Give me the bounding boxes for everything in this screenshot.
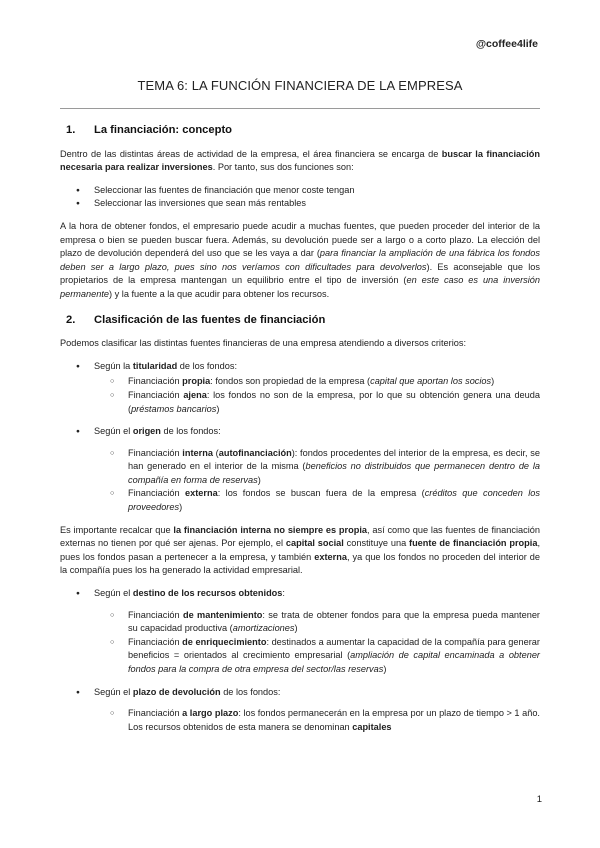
text-run: Es importante recalcar que — [60, 524, 174, 535]
bullet-list — [60, 425, 540, 515]
bold-text: plazo de devolución — [132, 686, 221, 697]
sub-list — [94, 609, 540, 677]
bold-text: de enriquecimiento — [182, 636, 267, 647]
bold-text: fuente de financiación propia — [409, 538, 538, 549]
text-run: Financiación — [128, 376, 183, 387]
italic-text: beneficios no distribuidos que permanecen dentro de la compañía en forma de reservas — [128, 461, 540, 485]
bold-text: externa — [314, 551, 347, 562]
text-run: Según el — [94, 686, 133, 697]
bold-text: interna — [182, 447, 213, 458]
text-run: ): fondos procedentes del interior de la empresa, es decir, se han generado en el interior de la misma ( — [128, 447, 540, 472]
list-item — [60, 686, 540, 735]
text-run: , ya que los fondos no proceden del interior de la compañía pues los ha generado la actividad empresarial. — [60, 551, 541, 576]
sub-list-item — [94, 375, 540, 389]
section-number: 1. — [66, 124, 76, 136]
bold-text: capital social — [285, 538, 344, 549]
text-run: Dentro de las distintas áreas de actividad de la empresa, el área financiera se encarga de — [60, 148, 442, 159]
sub-list-item — [94, 447, 540, 488]
text-run: Financiación — [128, 636, 183, 647]
sub-list — [94, 375, 540, 416]
author-handle: @coffee4life — [475, 38, 538, 50]
sub-list-item — [94, 389, 540, 416]
bullet-list — [60, 587, 540, 677]
spacer — [94, 439, 540, 445]
bold-text: destino de los recursos obtenidos — [132, 588, 283, 599]
paragraph — [60, 148, 540, 175]
bold-text: autofinanciación — [218, 447, 292, 458]
text-run: , pues los fondos pasan a pertenecer a la empresa, y también — [60, 538, 541, 562]
list-item: ● Seleccionar las inversiones que sean más rentables — [60, 197, 540, 211]
italic-text: ampliación de capital encaminada a obtener fondos para la compra de otra empresa del sector/las reservas — [128, 650, 540, 674]
text-run: ) — [216, 403, 220, 414]
bold-text: la financiación interna no siempre es propia — [173, 524, 368, 535]
text-run: Según la — [94, 360, 133, 371]
text-run: Financiación — [128, 609, 183, 620]
bold-text: titularidad — [132, 360, 178, 371]
text-run: de los fondos: — [220, 686, 281, 697]
list-item — [60, 587, 540, 677]
sub-list-item — [94, 707, 540, 734]
text-run: , así como que las fuentes de financiación externas no tienen por qué ser ajenas. Por ejemplo, el — [60, 524, 540, 549]
text-run: : se trata de obtener fondos para que la empresa pueda mantener su capacidad productiva ( — [128, 609, 540, 634]
text-run: ) y la fuente a la que acudir para obtener los recursos. — [109, 288, 330, 299]
text-run: ). Es aconsejable que los propietarios de la empresa mantengan un equilibrio entre el tipo de inversión ( — [60, 261, 541, 286]
text-run: ) — [179, 502, 183, 513]
bold-text: de mantenimiento — [182, 609, 263, 620]
bold-text: a largo plazo — [182, 708, 239, 719]
section-heading-1 — [60, 124, 540, 138]
sub-list-item — [94, 609, 540, 636]
text-run: A la hora de obtener fondos, el empresario puede acudir a muchas fuentes, que pueden proceder del interior de la empresa o bien se pueden buscar fuera. Además, su devolución puede ser a largo o a corto plazo. La elección del plazo de devolución dependerá del uso que se les vaya a dar ( — [60, 220, 540, 259]
text-run: ) — [491, 376, 495, 387]
text-run: Financiación — [128, 447, 183, 458]
list-item — [60, 360, 540, 416]
section-heading-2 — [60, 314, 540, 328]
paragraph — [60, 220, 540, 302]
bullet-list — [60, 360, 540, 416]
text-run: ) — [257, 474, 261, 485]
title-divider — [60, 108, 540, 109]
text-run: ( — [212, 447, 219, 458]
text-run: Financiación — [128, 708, 183, 719]
italic-text: créditos que conceden los proveedores — [128, 488, 540, 513]
document-body — [60, 124, 540, 743]
text-run: ) — [294, 623, 298, 634]
text-run: constituye una — [343, 538, 410, 549]
text-run: . Por tanto, sus dos funciones son: — [212, 162, 354, 173]
sub-list-item — [94, 487, 540, 514]
list-item: ● Seleccionar las fuentes de financiación que menor coste tengan — [60, 184, 540, 198]
text-run: Según el — [94, 588, 133, 599]
bold-text: capitales — [352, 721, 392, 732]
text-run: Según el — [94, 426, 133, 437]
text-run: de los fondos: — [177, 360, 238, 371]
text-run: : destinados a aumentar la capacidad de la compañía para generar beneficios = orientados al crecimiento empresarial ( — [128, 636, 540, 661]
bold-text: propia — [182, 376, 211, 387]
italic-text: en este caso es una inversión permanente — [60, 275, 540, 299]
sub-list-item — [94, 636, 540, 677]
bullet-list — [60, 686, 540, 735]
spacer — [94, 601, 540, 607]
italic-text: capital que aportan los socios — [370, 376, 492, 387]
text-run: : los fondos no son de la empresa, por lo que su obtención genera una deuda ( — [128, 389, 540, 414]
italic-text: amortizaciones — [232, 623, 295, 634]
text-run: ) — [383, 664, 387, 674]
bold-text: ajena — [183, 389, 207, 400]
page-title: TEMA 6: LA FUNCIÓN FINANCIERA DE LA EMPRESA — [137, 78, 463, 93]
paragraph: Podemos clasificar las distintas fuentes financieras de una empresa atendiendo a diversos criterios: — [60, 338, 466, 349]
section-number: 2. — [66, 313, 76, 326]
italic-text: préstamos bancarios — [131, 403, 217, 414]
text-run: : los fondos permanecerán en la empresa por un plazo de tiempo > 1 año. Los recursos obtenidos de esta manera se denominan — [128, 708, 540, 732]
section-title: Clasificación de las fuentes de financiación — [94, 313, 326, 326]
paragraph — [60, 524, 540, 578]
text-run: : los fondos se buscan fuera de la empresa ( — [217, 488, 425, 499]
bold-text: externa — [185, 488, 218, 499]
text-run: Financiación — [128, 389, 184, 400]
section-title: La financiación: concepto — [94, 124, 232, 136]
bold-text: origen — [132, 426, 161, 437]
bold-text: buscar la financiación necesaria para realizar inversiones — [60, 148, 540, 173]
text-run: de los fondos: — [160, 426, 221, 437]
list-item — [60, 425, 540, 515]
text-run: : — [282, 588, 285, 599]
italic-text: para financiar la ampliación de una fábrica los fondos deben ser a largo plazo, pues sino nos veríamos con dificultades para devolverlos — [60, 248, 540, 272]
sub-list — [94, 447, 540, 515]
page-number: 1 — [536, 794, 542, 805]
sub-list — [94, 707, 540, 734]
bullet-list — [60, 184, 540, 211]
text-run: Financiación — [128, 488, 185, 499]
text-run: : fondos son propiedad de la empresa ( — [210, 376, 371, 387]
spacer — [94, 699, 540, 705]
